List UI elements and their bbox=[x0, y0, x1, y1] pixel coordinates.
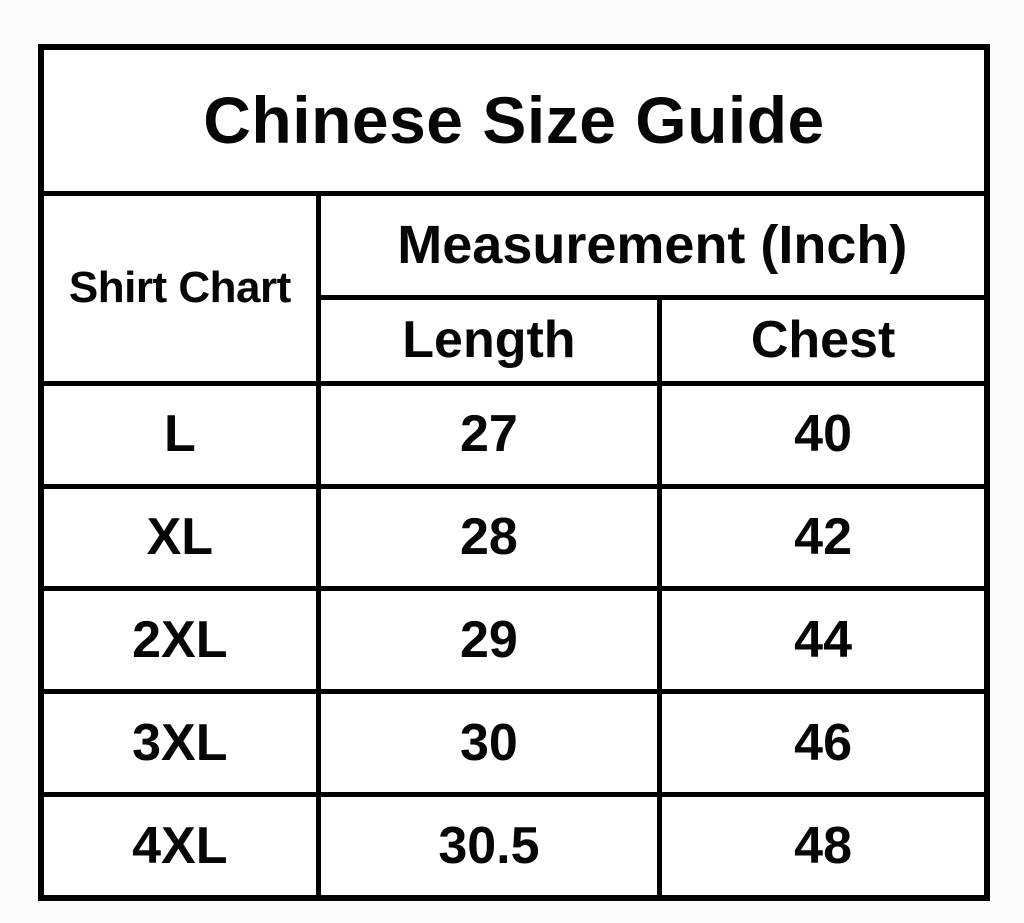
size-guide-table bbox=[38, 44, 990, 901]
chest-value: 42 bbox=[660, 486, 987, 589]
size-label: 3XL bbox=[41, 692, 318, 795]
length-value: 28 bbox=[318, 486, 660, 589]
table-title: Chinese Size Guide bbox=[41, 47, 987, 194]
size-label: 2XL bbox=[41, 589, 318, 692]
length-value: 29 bbox=[318, 589, 660, 692]
table-row bbox=[41, 486, 987, 589]
chest-value: 40 bbox=[660, 383, 987, 486]
length-value: 30 bbox=[318, 692, 660, 795]
column-header-length: Length bbox=[318, 298, 660, 384]
corner-label: Shirt Chart bbox=[41, 194, 318, 384]
size-label: XL bbox=[41, 486, 318, 589]
column-header-chest: Chest bbox=[660, 298, 987, 384]
title-row bbox=[41, 47, 987, 194]
table-row bbox=[41, 692, 987, 795]
table-row bbox=[41, 383, 987, 486]
chest-value: 48 bbox=[660, 795, 987, 898]
size-label: 4XL bbox=[41, 795, 318, 898]
size-label: L bbox=[41, 383, 318, 486]
chest-value: 44 bbox=[660, 589, 987, 692]
group-header-row bbox=[41, 194, 987, 298]
length-value: 27 bbox=[318, 383, 660, 486]
table-row bbox=[41, 795, 987, 898]
group-header-measurement: Measurement (Inch) bbox=[318, 194, 987, 298]
chest-value: 46 bbox=[660, 692, 987, 795]
table-row bbox=[41, 589, 987, 692]
length-value: 30.5 bbox=[318, 795, 660, 898]
